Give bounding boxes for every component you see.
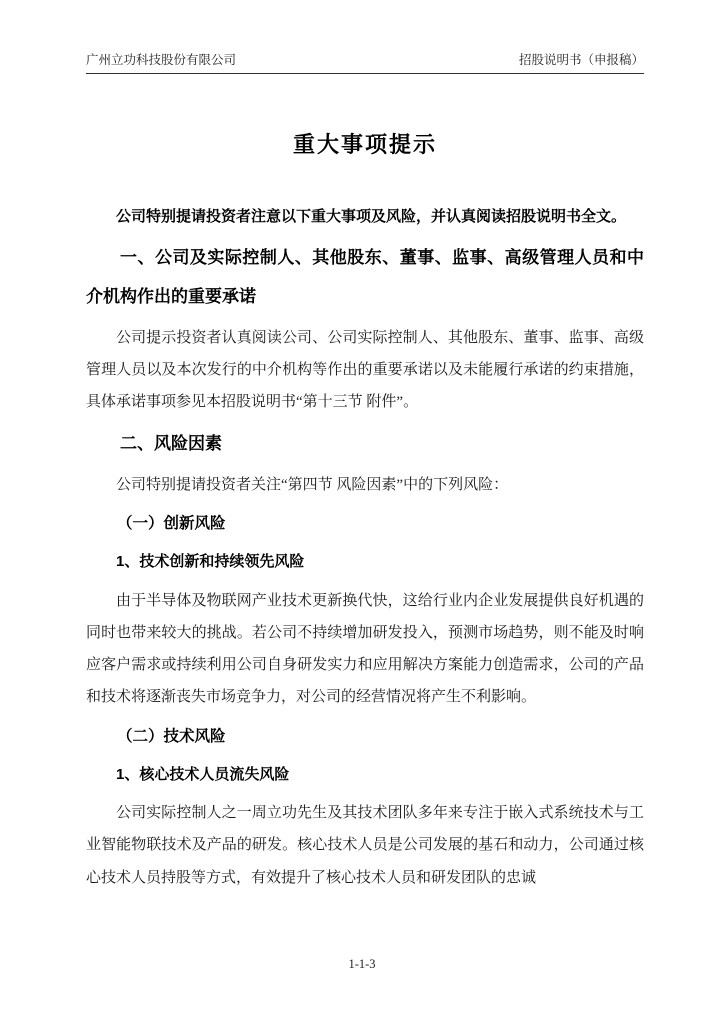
page-number: 1-1-3 <box>348 957 376 971</box>
document-content <box>86 128 644 900</box>
page-header <box>86 50 644 74</box>
notice-paragraph: 公司特别提请投资者注意以下重大事项及风险，并认真阅读招股说明书全文。 <box>116 209 627 225</box>
item-heading-tech-innovation-risk: 1、技术创新和持续领先风险 <box>116 553 305 571</box>
commitments-paragraph: 公司提示投资者认真阅读公司、公司实际控制人、其他股东、董事、监事、高级管理人员以及本次发行的中介机构等作出的重要承诺以及未能履行承诺的约束措施，具体承诺事项参见本招股说明书“第十三节 附件”。 <box>86 329 644 411</box>
section-heading-risk-factors: 二、风险因素 <box>120 433 222 453</box>
subsection-heading-technology-risk: （二）技术风险 <box>117 727 226 745</box>
item-heading-key-personnel-risk: 1、核心技术人员流失风险 <box>116 765 290 783</box>
header-company-name: 广州立功科技股份有限公司 <box>86 53 237 67</box>
section-heading-commitments: 一、公司及实际控制人、其他股东、董事、监事、高级管理人员和中介机构作出的重要承诺 <box>86 248 644 306</box>
risk-intro-paragraph: 公司特别提请投资者关注“第四节 风险因素”中的下列风险： <box>116 476 509 493</box>
tech-innovation-risk-paragraph: 由于半导体及物联网产业技术更新换代快，这给行业内企业发展提供良好机遇的同时也带来较大的挑战。若公司不持续增加研发投入，预测市场趋势，则不能及时响应客户需求或持续利用公司自身研发实力和应用解决方案能力创造需求，公司的产品和技术将逐渐丧失市场竞争力，对公司的经营情况将产生不利影响。 <box>86 592 644 706</box>
header-doc-type: 招股说明书（申报稿） <box>518 53 644 67</box>
page-title: 重大事项提示 <box>292 132 437 157</box>
subsection-heading-innovation-risk: （一）创新风险 <box>117 515 226 532</box>
key-personnel-risk-paragraph: 公司实际控制人之一周立功先生及其技术团队多年来专注于嵌入式系统技术与工业智能物联技术及产品的研发。核心技术人员是公司发展的基石和动力，公司通过核心技术人员持股等方式，有效提升了核心技术人员和研发团队的忠诚 <box>86 805 644 886</box>
